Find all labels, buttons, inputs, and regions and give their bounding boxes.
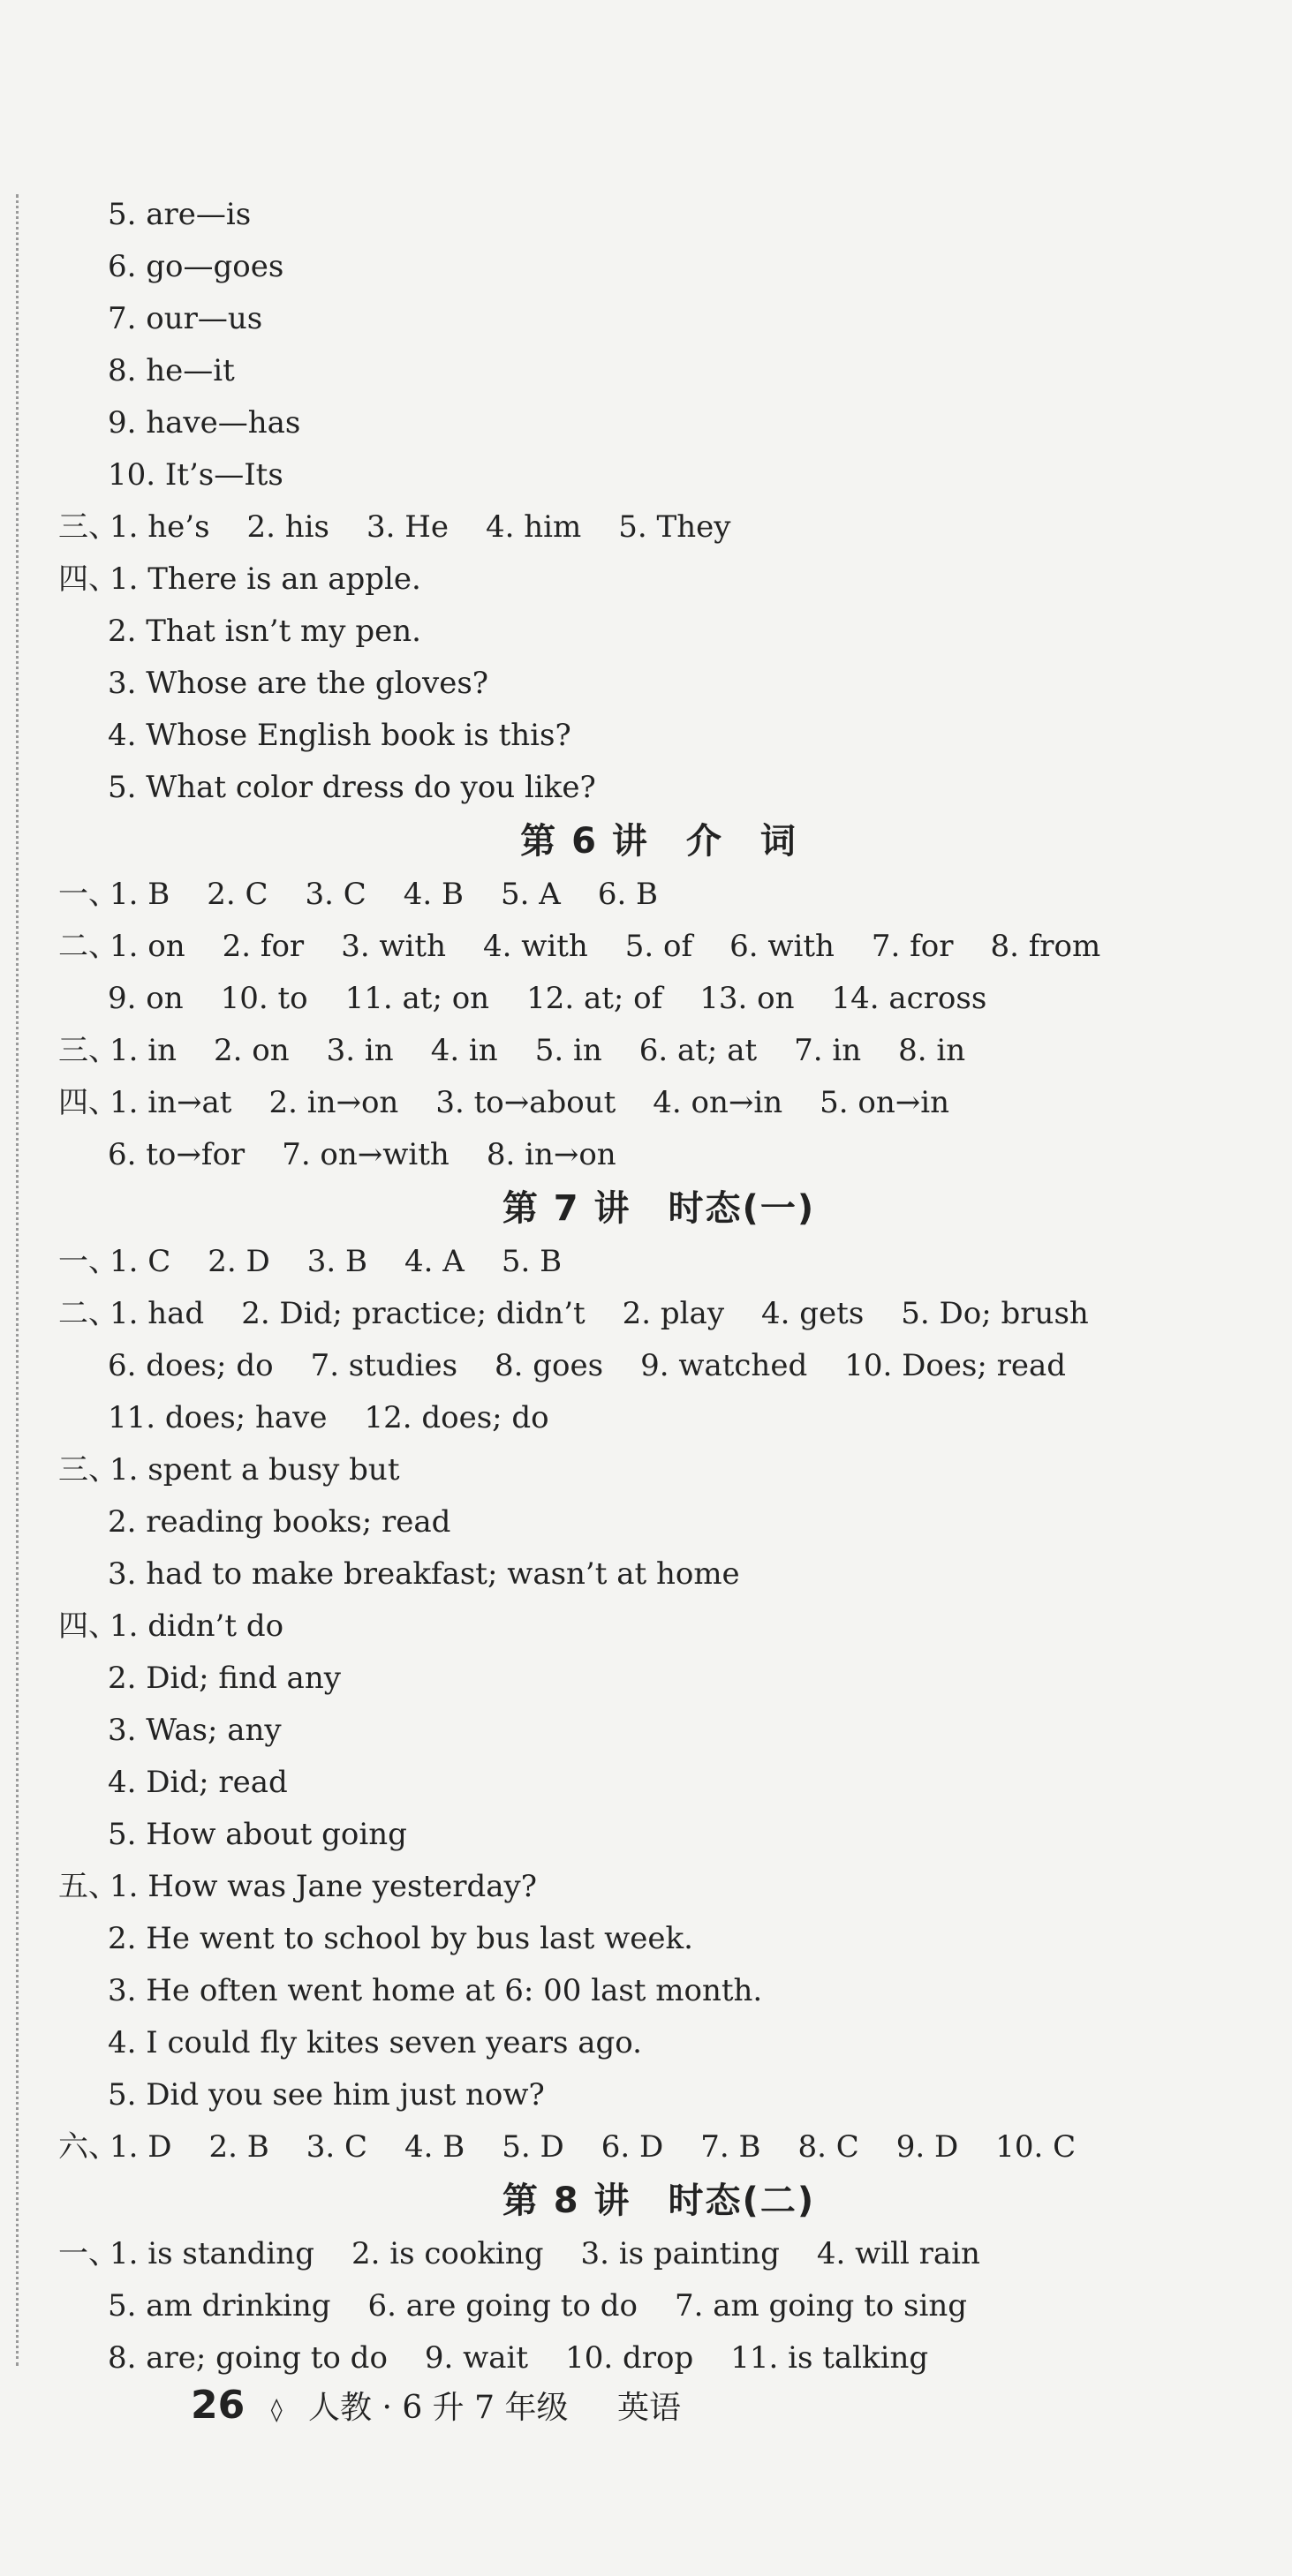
answer-item: 1. D [110, 2129, 172, 2165]
answer-line [58, 1392, 1259, 1444]
answer-item: 3. had to make breakfast; wasn’t at home [108, 1556, 740, 1592]
answer-item: 4. in [430, 1033, 498, 1068]
section-marker: 四、 [58, 1085, 118, 1120]
answer-item: 5. A [501, 877, 561, 912]
answer-item: 1. How was Jane yesterday? [110, 1869, 537, 1904]
answer-line [58, 2069, 1259, 2121]
answer-item: 3. to→about [435, 1085, 616, 1120]
answer-line [58, 189, 1259, 241]
answer-item: 12. at; of [526, 981, 663, 1016]
answer-item: 1. B [110, 877, 170, 912]
answer-line [58, 2280, 1259, 2332]
answer-item: 5. B [501, 1244, 563, 1279]
answer-item: 2. his [246, 509, 329, 545]
answer-item: 10. Does; read [844, 1348, 1067, 1383]
answer-line [58, 1705, 1259, 1757]
section-marker: 一、 [58, 2236, 118, 2271]
answer-item: 4. B [403, 877, 464, 912]
answer-line [58, 1025, 1259, 1077]
answer-item: 3. C [306, 2129, 368, 2165]
answer-line [58, 1496, 1259, 1548]
answer-item: 4. will rain [816, 2236, 980, 2271]
answer-item: 1. didn’t do [110, 1608, 284, 1644]
answer-line [58, 397, 1259, 449]
answer-item: 6. at; at [638, 1033, 758, 1068]
answer-item: 8. C [797, 2129, 859, 2165]
answer-item: 5. What color dress do you like? [108, 770, 596, 805]
answer-line [58, 1444, 1259, 1496]
answer-line [58, 1809, 1259, 1861]
answer-item: 1. had [110, 1296, 205, 1331]
answer-item: 3. in [326, 1033, 394, 1068]
section-marker: 二、 [58, 929, 118, 964]
answer-item: 5. am drinking [108, 2288, 331, 2324]
answer-item: 5. Do; brush [901, 1296, 1089, 1331]
answer-item: 14. across [831, 981, 987, 1016]
answer-item: 5. of [624, 929, 693, 964]
answer-item: 11. does; have [108, 1400, 328, 1435]
answer-item: 7. our—us [108, 301, 263, 336]
answer-item: 4. Did; read [108, 1765, 288, 1800]
answer-item: 12. does; do [364, 1400, 549, 1435]
page-number: 26 [191, 2383, 246, 2428]
answer-item: 1. he’s [110, 509, 210, 545]
answer-item: 8. in→on [486, 1137, 616, 1172]
answer-line [58, 869, 1259, 921]
answer-item: 2. C [207, 877, 268, 912]
answer-item: 8. goes [495, 1348, 604, 1383]
answer-item: 2. Did; practice; didn’t [241, 1296, 586, 1331]
answer-item: 2. B [208, 2129, 269, 2165]
answer-item: 2. That isn’t my pen. [108, 614, 421, 649]
answer-item: 2. play [622, 1296, 725, 1331]
answer-line [58, 554, 1259, 606]
answer-line [58, 658, 1259, 710]
answer-line [58, 1340, 1259, 1392]
answer-item: 7. in [794, 1033, 862, 1068]
answer-item: 2. D [208, 1244, 270, 1279]
answer-item: 9. watched [640, 1348, 808, 1383]
answer-item: 1. spent a busy but [110, 1452, 400, 1488]
answer-item: 10. drop [565, 2340, 694, 2376]
answer-item: 1. is standing [110, 2236, 314, 2271]
answer-line [58, 606, 1259, 658]
section-heading: 第 8 讲 时态(二) [502, 2181, 816, 2221]
answer-item: 7. on→with [282, 1137, 450, 1172]
answer-line [58, 1077, 1259, 1129]
answer-item: 7. for [871, 929, 954, 964]
answer-item: 9. wait [424, 2340, 529, 2376]
answer-line [58, 921, 1259, 973]
diamond-icon: ◊ [270, 2397, 283, 2423]
answer-item: 5. They [618, 509, 731, 545]
answer-item: 1. There is an apple. [110, 561, 421, 597]
section-marker: 四、 [58, 1608, 118, 1644]
answer-item: 5. Did you see him just now? [108, 2077, 545, 2113]
answer-item: 6. with [729, 929, 835, 964]
answer-item: 1. in→at [110, 1085, 232, 1120]
section-marker: 三、 [58, 1452, 118, 1488]
answer-line [58, 2017, 1259, 2069]
answer-item: 11. at; on [344, 981, 490, 1016]
answer-line [58, 1601, 1259, 1653]
answer-item: 2. on [214, 1033, 290, 1068]
answer-item: 4. A [404, 1244, 465, 1279]
section-marker: 四、 [58, 561, 118, 597]
answer-line [58, 1129, 1259, 1181]
answer-item: 2. Did; find any [108, 1661, 341, 1696]
answer-line [58, 1913, 1259, 1965]
answer-item: 4. him [486, 509, 582, 545]
answer-line [58, 762, 1259, 814]
section-marker: 六、 [58, 2129, 118, 2165]
subject-label: 英语 [616, 2390, 681, 2426]
answer-line [58, 501, 1259, 554]
section-marker: 五、 [58, 1869, 118, 1904]
answer-item: 4. I could fly kites seven years ago. [108, 2025, 642, 2060]
answer-line [58, 1288, 1259, 1340]
answer-item: 10. to [220, 981, 308, 1016]
answer-item: 5. How about going [108, 1817, 407, 1852]
page-footer [191, 2375, 681, 2437]
answer-item: 6. does; do [108, 1348, 274, 1383]
answer-item: 10. C [995, 2129, 1077, 2165]
answer-item: 9. D [895, 2129, 959, 2165]
answer-line [58, 293, 1259, 345]
answer-line [58, 1965, 1259, 2017]
answer-item: 5. on→in [820, 1085, 950, 1120]
answer-line [58, 1757, 1259, 1809]
answer-item: 8. from [990, 929, 1101, 964]
answer-item: 6. are going to do [367, 2288, 638, 2324]
answer-line [58, 345, 1259, 397]
section-marker: 一、 [58, 877, 118, 912]
answer-item: 11. is talking [730, 2340, 929, 2376]
answer-line [58, 1861, 1259, 1913]
answer-item: 5. in [534, 1033, 602, 1068]
answer-item: 1. on [110, 929, 185, 964]
section-heading: 第 6 讲 介 词 [520, 821, 797, 862]
answer-item: 3. Whose are the gloves? [108, 666, 488, 701]
answer-item: 1. C [110, 1244, 171, 1279]
answer-item: 6. D [601, 2129, 664, 2165]
answer-item: 2. in→on [268, 1085, 399, 1120]
answer-item: 4. B [404, 2129, 465, 2165]
answer-item: 9. have—has [108, 405, 301, 441]
answer-item: 2. reading books; read [108, 1504, 451, 1540]
answer-item: 3. is painting [580, 2236, 780, 2271]
answer-item: 3. He [366, 509, 450, 545]
section-marker: 一、 [58, 1244, 118, 1279]
book-series: 人教 · 6 升 7 年级 [308, 2390, 569, 2426]
answer-item: 2. He went to school by bus last week. [108, 1921, 693, 1956]
answer-item: 13. on [699, 981, 795, 1016]
answer-item: 4. gets [761, 1296, 865, 1331]
answer-item: 9. on [108, 981, 184, 1016]
answer-item: 3. Was; any [108, 1713, 282, 1748]
section-marker: 二、 [58, 1296, 118, 1331]
dotted-margin-rule [16, 194, 19, 2366]
answer-line [58, 1236, 1259, 1288]
answer-item: 3. C [305, 877, 366, 912]
answer-item: 5. are—is [108, 197, 252, 232]
answer-line [58, 2228, 1259, 2280]
answer-item: 8. in [898, 1033, 966, 1068]
answer-item: 6. go—goes [108, 249, 284, 284]
section-heading: 第 7 讲 时态(一) [502, 1188, 816, 1229]
answer-item: 3. with [341, 929, 446, 964]
answer-item: 1. in [110, 1033, 178, 1068]
answer-item: 4. Whose English book is this? [108, 718, 571, 753]
answer-item: 7. studies [310, 1348, 458, 1383]
answer-item: 7. am going to sing [674, 2288, 968, 2324]
section-marker: 三、 [58, 509, 118, 545]
answer-item: 6. to→for [108, 1137, 246, 1172]
answer-content [58, 189, 1259, 2384]
section-marker: 三、 [58, 1033, 118, 1068]
answer-item: 3. He often went home at 6: 00 last month. [108, 1973, 763, 2008]
answer-line [58, 973, 1259, 1025]
answer-item: 2. is cooking [351, 2236, 544, 2271]
answer-item: 6. B [597, 877, 659, 912]
answer-item: 8. are; going to do [108, 2340, 388, 2376]
answer-item: 10. It’s—Its [108, 457, 283, 493]
answer-line [58, 449, 1259, 501]
answer-item: 2. for [222, 929, 305, 964]
answer-line [58, 1548, 1259, 1601]
answer-line [58, 241, 1259, 293]
answer-item: 8. he—it [108, 353, 235, 388]
answer-line [58, 1653, 1259, 1705]
answer-item: 4. with [482, 929, 588, 964]
answer-item: 4. on→in [653, 1085, 783, 1120]
answer-item: 5. D [502, 2129, 564, 2165]
answer-line [58, 710, 1259, 762]
answer-line [58, 2121, 1259, 2173]
answer-item: 7. B [700, 2129, 761, 2165]
answer-item: 3. B [306, 1244, 368, 1279]
